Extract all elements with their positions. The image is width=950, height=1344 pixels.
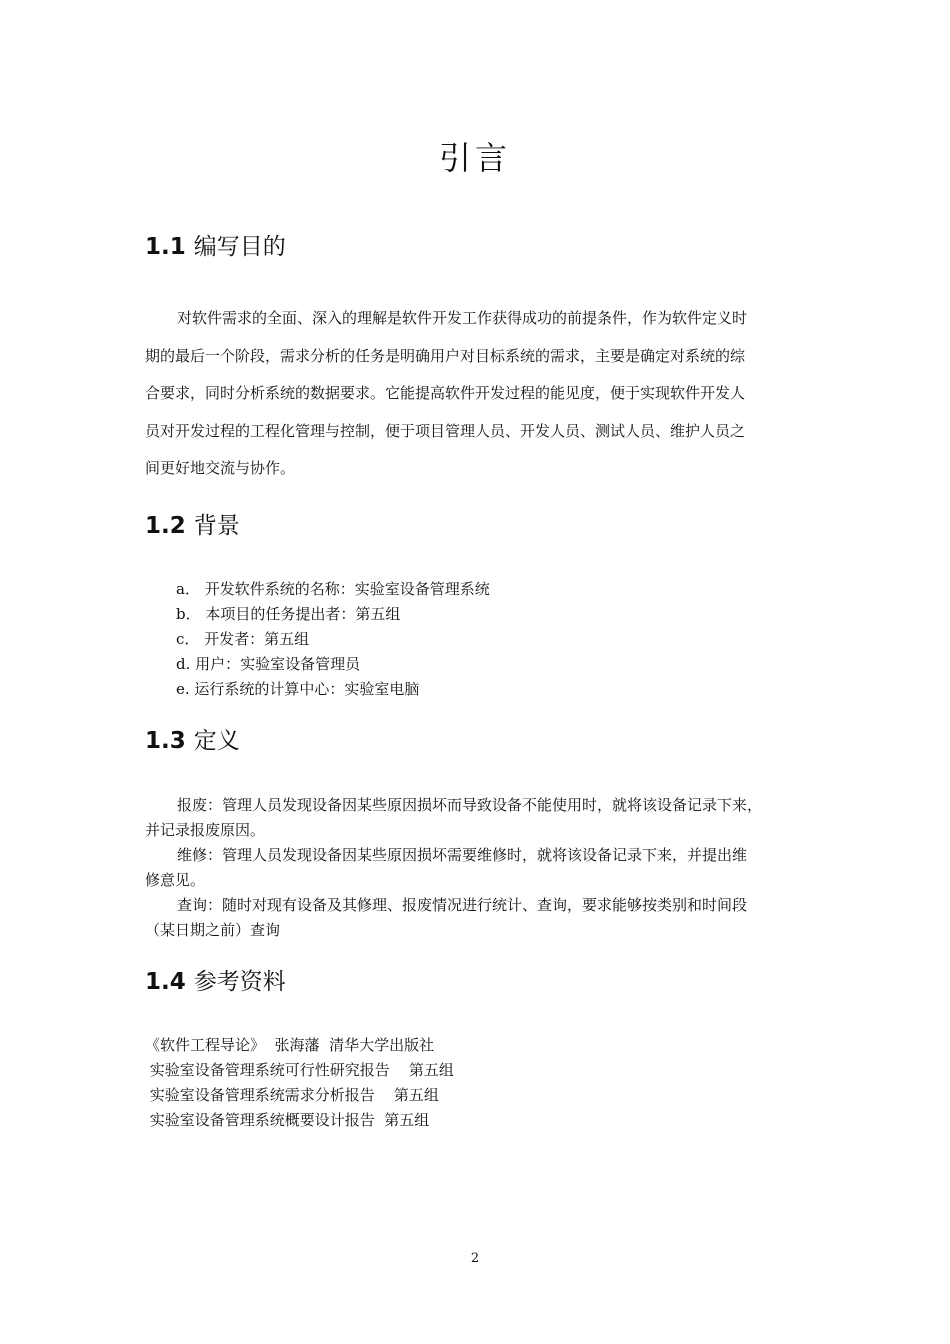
references-list: [145, 1033, 809, 1133]
section-heading-1-4: [145, 967, 286, 997]
list-item: d. 用户：实验室设备管理员: [176, 655, 361, 673]
definition-line: 修意见。: [145, 871, 206, 889]
section-number: 1.3: [145, 728, 186, 754]
list-item: a． 开发软件系统的名称：实验室设备管理系统: [176, 580, 490, 598]
list-item: e. 运行系统的计算中心：实验室电脑: [176, 680, 420, 698]
section-title: 定义: [193, 728, 240, 754]
section-heading-1-2: [145, 511, 240, 541]
section-number: 1.4: [145, 969, 186, 995]
section-title: 参考资料: [193, 969, 286, 995]
section-heading-1-3: [145, 726, 240, 756]
document-title: 引言: [438, 139, 511, 177]
list-item: b． 本项目的任务提出者：第五组: [176, 605, 401, 623]
page-number: 2: [470, 1251, 480, 1266]
definitions-block: [145, 793, 809, 943]
section-number: 1.2: [145, 513, 186, 539]
section-title: 背景: [193, 513, 240, 539]
reference-item: 实验室设备管理系统需求分析报告 第五组: [145, 1086, 439, 1104]
section-heading-1-1: [145, 232, 286, 262]
definition-line: 维修：管理人员发现设备因某些原因损坏需要维修时，就将该设备记录下来，并提出维: [177, 846, 748, 864]
paragraph-line: 员对开发过程的工程化管理与控制，便于项目管理人员、开发人员、测试人员、维护人员之: [145, 421, 746, 440]
reference-item: 《软件工程导论》 张海藩 清华大学出版社: [145, 1036, 435, 1054]
reference-item: 实验室设备管理系统概要设计报告 第五组: [145, 1111, 430, 1129]
definition-line: 报废：管理人员发现设备因某些原因损坏而导致设备不能使用时，就将该设备记录下来，: [177, 796, 763, 814]
reference-item: 实验室设备管理系统可行性研究报告 第五组: [145, 1061, 454, 1079]
definition-line: 查询：随时对现有设备及其修理、报废情况进行统计、查询，要求能够按类别和时间段: [177, 896, 748, 914]
paragraph-line: 合要求，同时分析系统的数据要求。它能提高软件开发过程的能见度，便于实现软件开发人: [145, 384, 746, 402]
list-item: c． 开发者：第五组: [176, 630, 310, 648]
paragraph-line: 间更好地交流与协作。: [145, 459, 296, 477]
definition-line: （某日期之前）查询: [145, 921, 281, 939]
section-number: 1.1: [145, 234, 186, 260]
section-title: 编写目的: [193, 234, 286, 260]
paragraph-line: 对软件需求的全面、深入的理解是软件开发工作获得成功的前提条件，作为软件定义时: [177, 309, 748, 327]
definition-line: 并记录报废原因。: [145, 821, 266, 839]
purpose-paragraph: [145, 300, 809, 488]
background-list: [176, 577, 840, 702]
paragraph-line: 期的最后一个阶段，需求分析的任务是明确用户对目标系统的需求，主要是确定对系统的综: [145, 346, 746, 365]
